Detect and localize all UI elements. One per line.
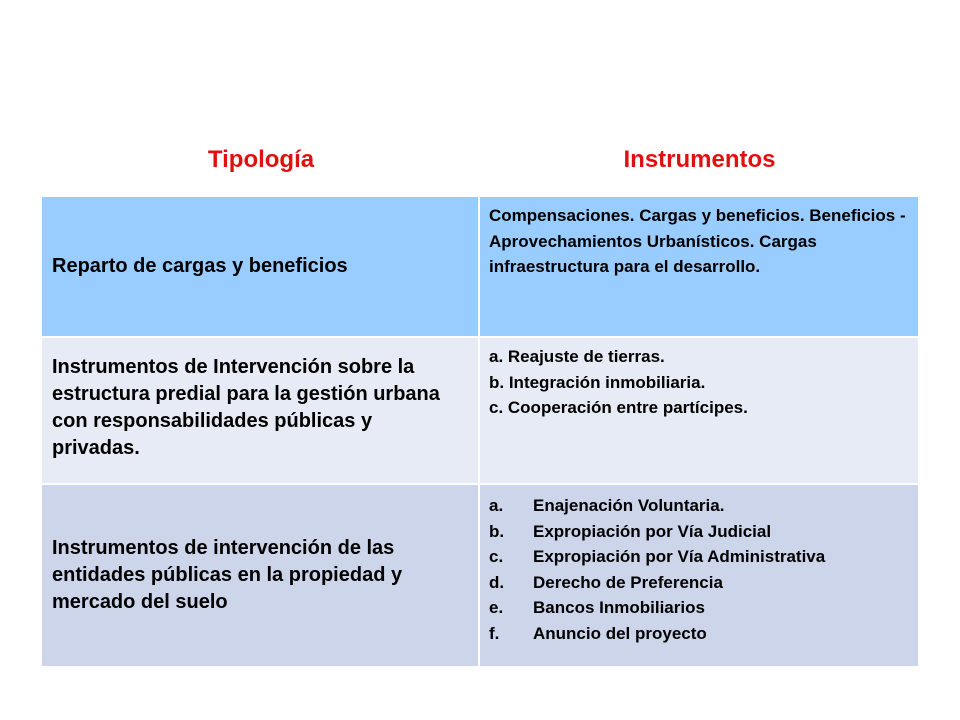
list-item: a. Reajuste de tierras. — [489, 347, 665, 366]
instrumentos-text-1: Compensaciones. Cargas y beneficios. Beneficios - Aprovechamientos Urbanísticos. Cargas infraestructura para el desarrollo. — [489, 206, 906, 276]
list-item — [489, 595, 910, 621]
header-instrumentos: Instrumentos — [623, 146, 776, 173]
tipologia-text-3: Instrumentos de intervención de las entidades públicas en la propiedad y mercado del suelo — [52, 537, 403, 613]
tipologia-text-1: Reparto de cargas y beneficios — [52, 255, 348, 277]
list-marker: a. — [489, 496, 504, 515]
list-marker: d. — [489, 572, 505, 592]
tipologia-cell-2 — [42, 338, 480, 485]
instrumentos-list-3 — [489, 493, 910, 646]
list-item: b. Integración inmobiliaria. — [489, 372, 706, 392]
list-item-text: Expropiación por Vía Judicial — [533, 521, 772, 541]
list-item — [489, 519, 910, 545]
list-marker: e. — [489, 598, 504, 617]
instrumentos-list-2 — [489, 344, 910, 421]
list-item-text: Enajenación Voluntaria. — [533, 496, 725, 515]
list-marker: f. — [489, 623, 500, 643]
typology-table — [42, 197, 918, 666]
header-tipologia: Tipología — [207, 146, 315, 173]
list-marker: c. — [489, 547, 504, 566]
instrumentos-cell-3 — [480, 485, 918, 666]
tipologia-cell-3 — [42, 485, 480, 666]
list-item-text: Derecho de Preferencia — [533, 572, 723, 592]
tipologia-cell-1 — [42, 197, 480, 338]
list-item — [489, 621, 910, 647]
list-marker: b. — [489, 521, 505, 541]
list-item — [489, 493, 910, 519]
tipologia-text-2: Instrumentos de Intervención sobre la estructura predial para la gestión urbana con responsabilidades públicas y privadas. — [52, 356, 440, 459]
list-item-text: Bancos Inmobiliarios — [533, 598, 705, 617]
list-item-text: Expropiación por Vía Administrativa — [533, 547, 826, 566]
list-item: c. Cooperación entre partícipes. — [489, 398, 748, 417]
list-item — [489, 544, 910, 570]
list-item — [489, 570, 910, 596]
list-item-text: Anuncio del proyecto — [533, 623, 707, 643]
instrumentos-cell-2 — [480, 338, 918, 485]
instrumentos-cell-1 — [480, 197, 918, 338]
